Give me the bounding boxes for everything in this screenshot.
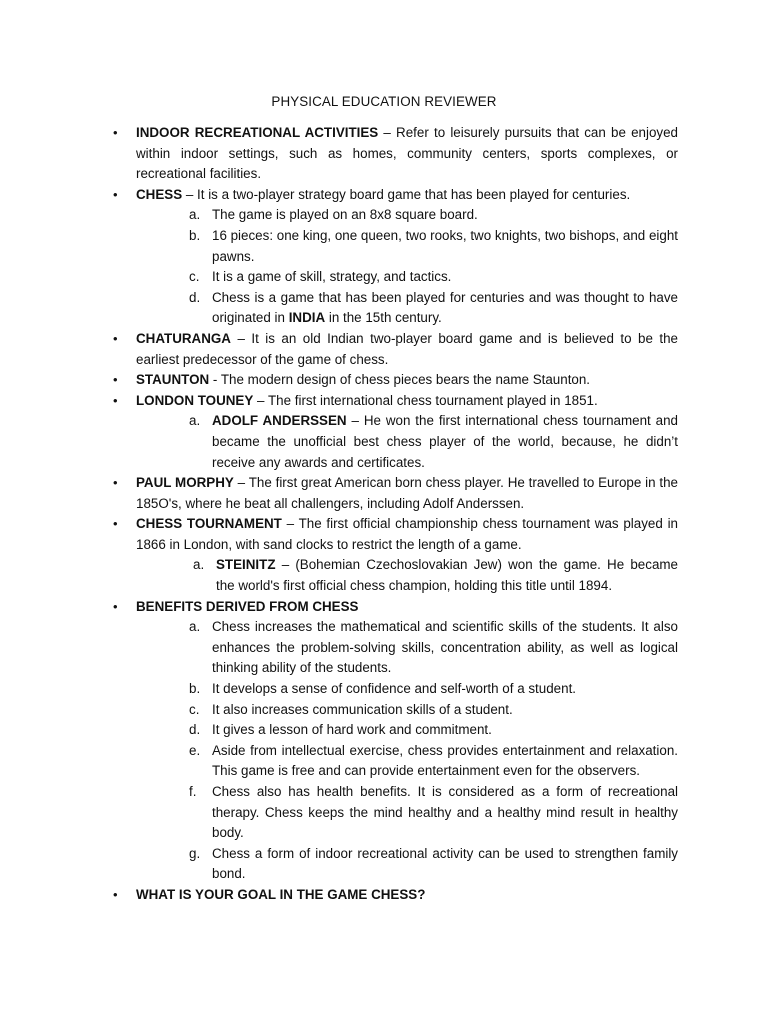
- item-term: CHATURANGA: [136, 330, 231, 346]
- sub-text: It develops a sense of confidence and self-worth of a student.: [212, 681, 577, 697]
- sub-text: It is a game of skill, strategy, and tactics.: [212, 269, 452, 285]
- sub-item: [110, 617, 678, 679]
- sub-text: Chess increases the mathematical and scientific skills of the students. It also enhances the problem-solving skills, concentration ability, as well as logical thinking ability of the students.: [212, 619, 678, 676]
- item-term: LONDON TOUNEY: [136, 392, 254, 408]
- sub-item: [110, 288, 678, 329]
- bullet-icon: •: [113, 330, 118, 346]
- sub-marker: b.: [189, 227, 201, 243]
- sub-marker: b.: [189, 681, 201, 697]
- item-text: – The first international chess tournament played in 1851.: [253, 392, 598, 408]
- list-item: [110, 514, 678, 555]
- list-item: [110, 885, 678, 906]
- sub-text: It also increases communication skills of a student.: [212, 701, 513, 717]
- sub-text: Chess also has health benefits. It is considered as a form of recreational therapy. Chess keeps the mind healthy and a healthy mind result in healthy body.: [212, 784, 678, 841]
- list-item: [110, 597, 678, 618]
- bullet-icon: •: [113, 886, 118, 902]
- sub-marker: c.: [189, 701, 200, 717]
- sub-text: Aside from intellectual exercise, chess provides entertainment and relaxation. This game is free and can provide entertainment even for the observers.: [212, 742, 678, 779]
- sub-marker: c.: [189, 269, 200, 285]
- sub-text: Chess a form of indoor recreational activity can be used to strengthen family bond.: [212, 845, 678, 882]
- item-text: - The modern design of chess pieces bears the name Staunton.: [209, 372, 591, 388]
- sub-marker: a.: [189, 413, 201, 429]
- sub-item: [110, 741, 678, 782]
- sub-item: [110, 679, 678, 700]
- bullet-icon: •: [113, 125, 118, 140]
- item-text: – The first great American born chess player. He travelled to Europe in the 185O's, where he beat all challengers, including Adolf Anderssen.: [136, 475, 678, 511]
- bullet-icon: •: [113, 516, 118, 532]
- sub-marker: a.: [193, 557, 205, 573]
- bullet-icon: •: [113, 186, 118, 202]
- sub-item: [110, 205, 678, 226]
- page-title: PHYSICAL EDUCATION REVIEWER: [271, 94, 497, 109]
- item-term: BENEFITS DERIVED FROM CHESS: [136, 598, 359, 614]
- item-term: CHESS: [136, 186, 183, 202]
- list-item: [110, 329, 678, 370]
- sub-emphasis: INDIA: [288, 310, 326, 326]
- sub-emphasis: ADOLF ANDERSSEN: [212, 413, 347, 429]
- list-item: [110, 370, 678, 391]
- bullet-icon: •: [113, 372, 118, 388]
- sub-text: in the 15th century.: [325, 310, 442, 326]
- sub-text: Chess is a game that has been played for centuries and was thought to have originated in: [212, 289, 678, 326]
- item-text: – Refer to leisurely pursuits that can be enjoyed within indoor settings, such as homes, community centers, sports complexes, or recreational facilities.: [136, 125, 678, 182]
- sub-emphasis: STEINITZ: [216, 557, 276, 573]
- item-term: INDOOR RECREATIONAL ACTIVITIES: [136, 125, 379, 140]
- sub-item: [110, 411, 678, 473]
- sub-text: 16 pieces: one king, one queen, two rooks, two knights, two bishops, and eight pawns.: [212, 227, 678, 264]
- sub-item: [110, 844, 678, 885]
- sub-marker: d.: [189, 289, 201, 305]
- sub-item: [110, 700, 678, 721]
- item-text: – The first official championship chess tournament was played in 1866 in London, with sand clocks to restrict the length of a game.: [136, 516, 678, 552]
- sub-text: – (Bohemian Czechoslovakian Jew) won the game. He became the world's first official chess champion, holding this title until 1894.: [216, 557, 678, 594]
- sub-text: The game is played on an 8x8 square board.: [212, 207, 478, 223]
- sub-item: [110, 720, 678, 741]
- sub-item: [110, 782, 678, 844]
- sub-marker: f.: [189, 784, 197, 799]
- item-text: – It is a two-player strategy board game that has been played for centuries.: [182, 186, 631, 202]
- item-text: – It is an old Indian two-player board game and is believed to be the earliest predecessor of the game of chess.: [136, 330, 678, 367]
- sub-marker: d.: [189, 722, 201, 738]
- bullet-icon: •: [113, 475, 118, 491]
- sub-text: It gives a lesson of hard work and commitment.: [212, 722, 492, 738]
- reviewer-content: [110, 123, 678, 906]
- item-term: STAUNTON: [136, 372, 210, 388]
- list-item: [110, 123, 678, 185]
- item-term: WHAT IS YOUR GOAL IN THE GAME CHESS?: [136, 886, 426, 902]
- list-item: [110, 391, 678, 412]
- sub-item: [110, 226, 678, 267]
- sub-marker: a.: [189, 207, 201, 223]
- sub-item: [110, 267, 678, 288]
- sub-marker: e.: [189, 742, 201, 758]
- sub-marker: g.: [189, 845, 201, 861]
- list-item: [110, 473, 678, 514]
- bullet-icon: •: [113, 598, 118, 614]
- item-term: CHESS TOURNAMENT: [136, 516, 282, 532]
- sub-text: – He won the first international chess tournament and became the unofficial best chess player of the world, because, he didn’t receive any awards and certificates.: [212, 413, 678, 470]
- item-term: PAUL MORPHY: [136, 475, 234, 491]
- sub-marker: a.: [189, 619, 201, 635]
- list-item: [110, 185, 678, 206]
- bullet-icon: •: [113, 392, 118, 408]
- sub-item: [110, 555, 678, 596]
